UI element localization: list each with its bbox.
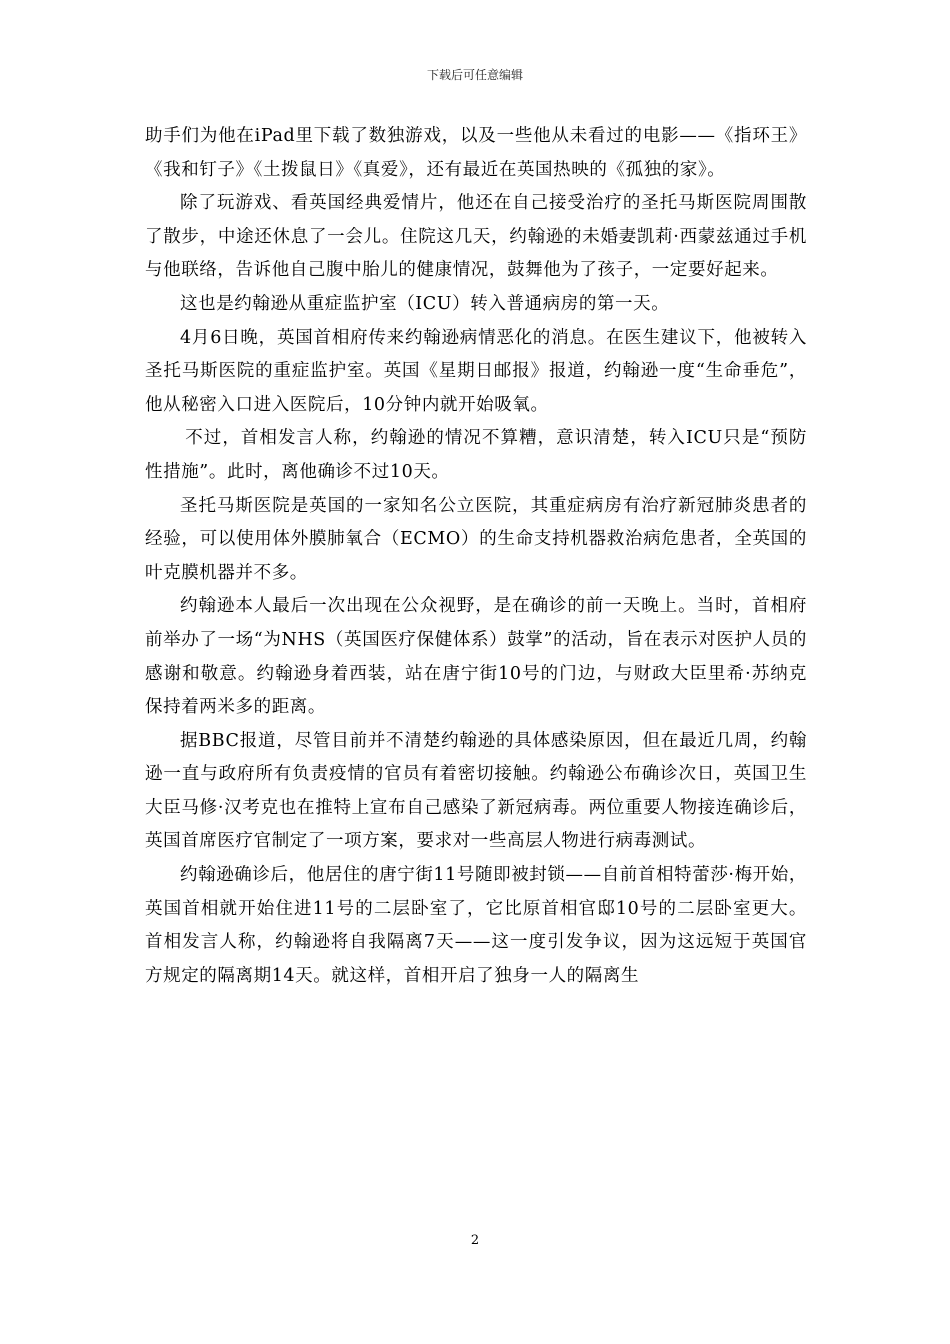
paragraph: 4月6日晚，英国首相府传来约翰逊病情恶化的消息。在医生建议下，他被转入圣托马斯医院的重症监护室。英国《星期日邮报》报道，约翰逊一度“生命垂危”，他从秘密入口进入医院后，10分钟内就开始吸氧。 bbox=[145, 327, 807, 415]
paragraph: 据BBC报道，尽管目前并不清楚约翰逊的具体感染原因，但在最近几周，约翰逊一直与政府所有负责疫情的官员有着密切接触。约翰逊公布确诊次日，英国卫生大臣马修·汉考克也在推特上宣布自己感染了新冠病毒。两位重要人物接连确诊后，英国首席医疗官制定了一项方案，要求对一些高层人物进行病毒测试。 bbox=[145, 730, 807, 852]
document-body bbox=[145, 120, 807, 993]
paragraph: 不过，首相发言人称，约翰逊的情况不算糟，意识清楚，转入ICU只是“预防性措施”。此时，离他确诊不过10天。 bbox=[145, 428, 807, 482]
paragraph: 圣托马斯医院是英国的一家知名公立医院，其重症病房有治疗新冠肺炎患者的经验，可以使用体外膜肺氧合（ECMO）的生命支持机器救治病危患者，全英国的叶克膜机器并不多。 bbox=[145, 495, 807, 583]
paragraph: 约翰逊确诊后，他居住的唐宁街11号随即被封锁——自前首相特蕾莎·梅开始，英国首相就开始住进11号的二层卧室了，它比原首相官邸10号的二层卧室更大。首相发言人称，约翰逊将自我隔离7天——这一度引发争议，因为这远短于英国官方规定的隔离期14天。就这样，首相开启了独身一人的隔离生 bbox=[145, 865, 807, 986]
paragraph: 这也是约翰逊从重症监护室（ICU）转入普通病房的第一天。 bbox=[180, 293, 670, 314]
page-header: 下载后可任意编辑 bbox=[426, 68, 523, 82]
paragraph: 约翰逊本人最后一次出现在公众视野，是在确诊的前一天晚上。当时，首相府前举办了一场“为NHS（英国医疗保健体系）鼓掌”的活动，旨在表示对医护人员的感谢和敬意。约翰逊身着西装，站在唐宁街10号的门边，与财政大臣里希·苏纳克保持着两米多的距离。 bbox=[145, 596, 807, 718]
page-number: 2 bbox=[470, 1233, 480, 1248]
paragraph: 助手们为他在iPad里下载了数独游戏，以及一些他从未看过的电影——《指环王》《我和钉子》《土拨鼠日》《真爱》，还有最近在英国热映的《孤独的家》。 bbox=[145, 126, 807, 180]
paragraph: 除了玩游戏、看英国经典爱情片，他还在自己接受治疗的圣托马斯医院周围散了散步，中途还休息了一会儿。住院这几天，约翰逊的未婚妻凯莉·西蒙兹通过手机与他联络，告诉他自己腹中胎儿的健康情况，鼓舞他为了孩子，一定要好起来。 bbox=[145, 193, 807, 281]
